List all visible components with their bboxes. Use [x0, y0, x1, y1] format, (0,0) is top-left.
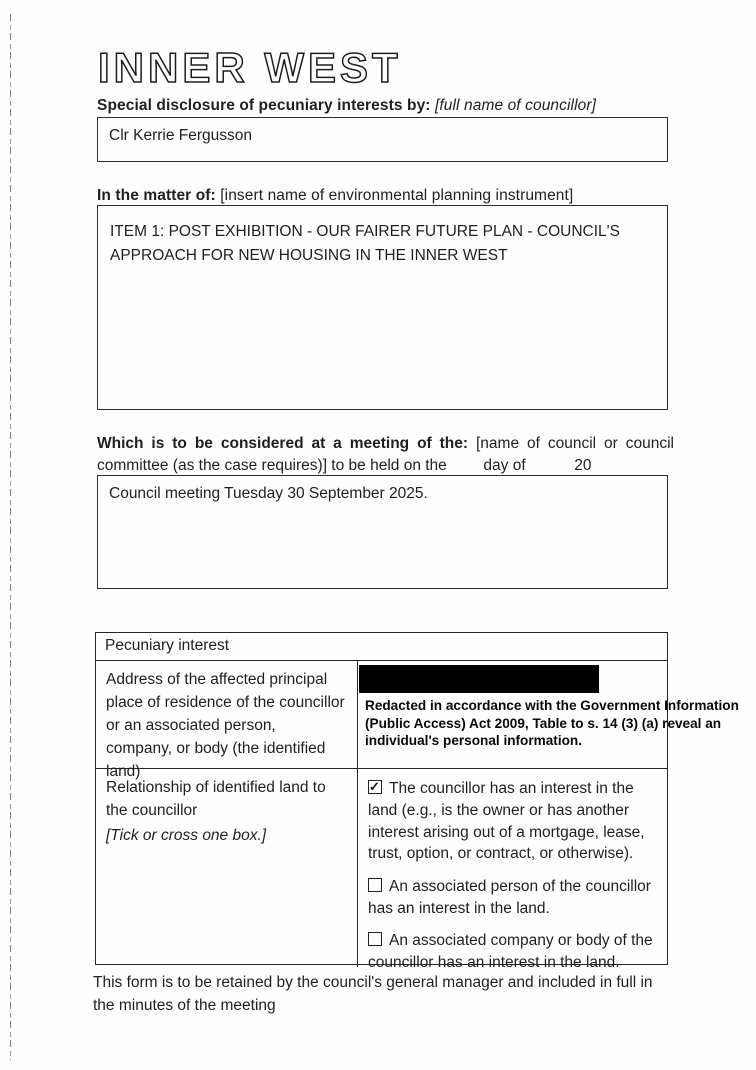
address-value-cell [358, 661, 739, 768]
table-header-pecuniary-interest: Pecuniary interest [96, 633, 667, 661]
address-label-cell: Address of the affected principal place of residence of the councillor or an associated person, company, or body (the identified land) [96, 661, 358, 768]
planning-instrument-box [97, 205, 668, 410]
meeting-paragraph [97, 433, 674, 478]
checkbox-empty-icon [368, 932, 382, 946]
disclosure-label-hint: [full name of councillor] [434, 97, 597, 114]
option-associated-company-text: An associated company or body of the councillor has an interest in the land. [368, 932, 653, 971]
option-councillor-interest [368, 778, 659, 865]
matter-label-bold: In the matter of: [97, 187, 216, 204]
retention-note: This form is to be retained by the council's general manager and included in full in the minutes of the meeting [93, 974, 653, 1015]
pecuniary-interest-table [95, 632, 739, 971]
table-row-relationship [96, 769, 667, 971]
checkbox-checked-icon [368, 780, 382, 794]
councillor-name-value: Clr Kerrie Fergusson [109, 127, 252, 144]
disclosure-label-bold: Special disclosure of pecuniary interests by: [97, 97, 431, 114]
inner-west-logo [96, 42, 406, 94]
relationship-options [358, 769, 667, 974]
relationship-label-cell [96, 769, 358, 967]
checkbox-empty-icon [368, 878, 382, 892]
option-councillor-interest-text: The councillor has an interest in the land (e.g., is the owner or has another interest arising out of a mortgage, lease, trust, option, or contract, or otherwise). [368, 780, 645, 863]
councillor-name-box [97, 117, 668, 162]
tick-instruction: [Tick or cross one box.] [106, 827, 267, 845]
option-associated-person-text: An associated person of the councillor has an interest in the land. [368, 877, 651, 917]
meeting-day-of-label: day of [483, 457, 526, 475]
inner-west-logo-text: INNER WEST [98, 44, 402, 91]
planning-instrument-value: ITEM 1: POST EXHIBITION - OUR FAIRER FUTURE PLAN - COUNCIL'S APPROACH FOR NEW HOUSING IN THE INNER WEST [110, 223, 620, 265]
option-associated-person [368, 876, 659, 919]
matter-label [97, 187, 672, 205]
meeting-value: Council meeting Tuesday 30 September 2025. [109, 485, 428, 502]
relationship-label: Relationship of identified land to the councillor [106, 779, 326, 820]
redaction-black-bar [359, 665, 599, 693]
scan-artifact-line [10, 14, 11, 1060]
option-associated-company [368, 930, 659, 973]
table-row-address [96, 661, 739, 780]
redaction-note-text: Redacted in accordance with the Government Information (Public Access) Act 2009, Table to s. 14 (3) (a) reveal an individual's personal information. [365, 698, 739, 748]
meeting-year-prefix: 20 [574, 457, 592, 475]
meeting-label-bold: Which is to be considered at a meeting of the: [97, 435, 469, 452]
relationship-options-cell [358, 769, 667, 971]
meeting-label-hint: [name of council or council committee (as the case requires)] to be held on the [97, 435, 674, 475]
meeting-box [97, 475, 668, 589]
disclosure-label [97, 97, 672, 115]
matter-label-hint: [insert name of environmental planning instrument] [220, 187, 574, 204]
